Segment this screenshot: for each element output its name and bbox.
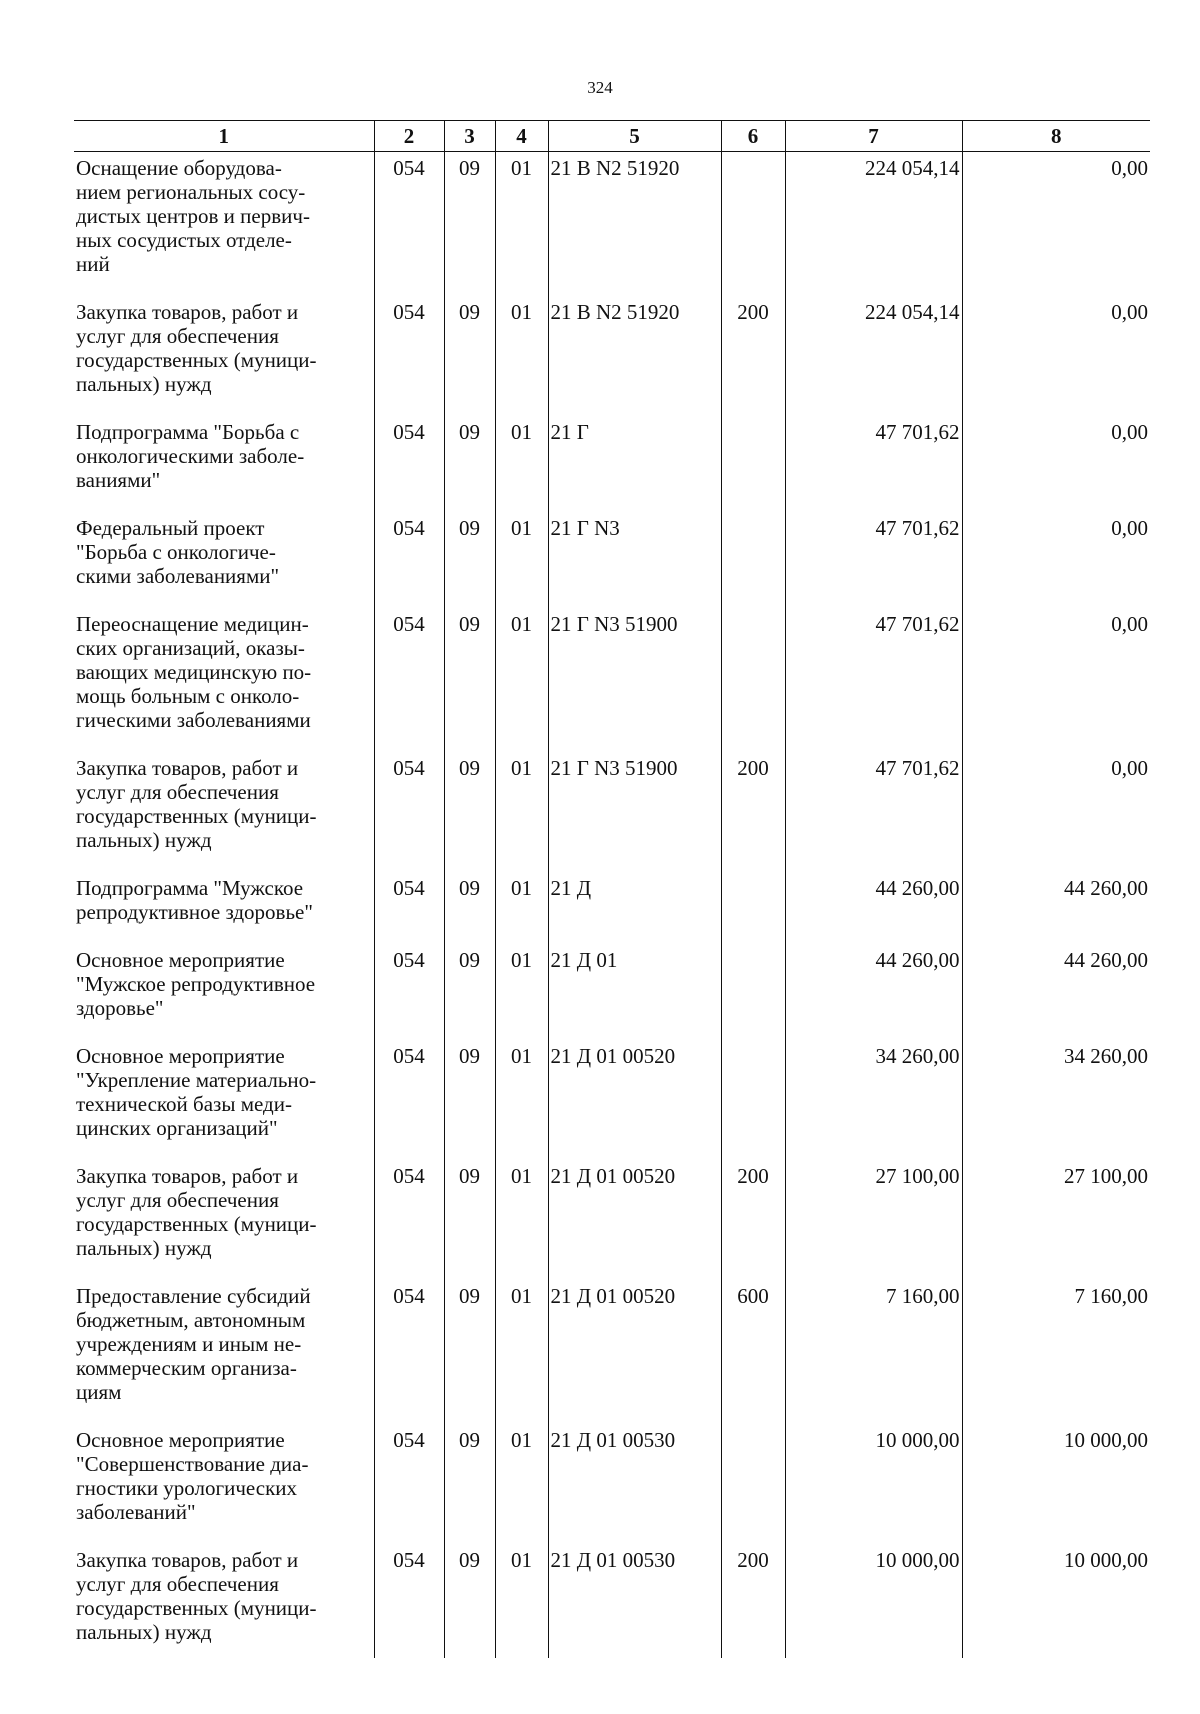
- table-row: [74, 752, 1150, 872]
- header-row: [74, 121, 1150, 152]
- row-code-3-cell: 09: [444, 152, 495, 297]
- row-code-6-cell: [721, 512, 785, 608]
- row-amount-8-cell: 10 000,00: [962, 1424, 1150, 1544]
- table-row: [74, 944, 1150, 1040]
- row-code-6-cell: 600: [721, 1280, 785, 1424]
- row-code-5-cell: 21 Д 01 00530: [548, 1544, 721, 1658]
- row-code-2-cell: 054: [374, 872, 444, 944]
- row-amount-7-cell: 44 260,00: [785, 872, 962, 944]
- row-code-3-cell: 09: [444, 1280, 495, 1424]
- row-code-3-cell: 09: [444, 512, 495, 608]
- column-header-7: 7: [785, 121, 962, 152]
- row-code-2-cell: 054: [374, 608, 444, 752]
- row-code-5-cell: 21 Г N3 51900: [548, 608, 721, 752]
- column-header-3: 3: [444, 121, 495, 152]
- column-header-6: 6: [721, 121, 785, 152]
- row-code-3-cell: 09: [444, 944, 495, 1040]
- table-row: [74, 872, 1150, 944]
- row-name-cell: Закупка товаров, работ и услуг для обеспечения государственных (муници- пальных) нужд: [76, 1164, 317, 1260]
- row-code-5-cell: 21 Д 01 00520: [548, 1280, 721, 1424]
- row-name-cell: Предоставление субсидий бюджетным, автономным учреждениям и иным не- коммерческим организа- циям: [76, 1284, 311, 1404]
- row-name-cell: Оснащение оборудова- нием региональных сосу- дистых центров и первич- ных сосудистых отделе- ний: [76, 156, 310, 276]
- row-name-cell: Основное мероприятие "Совершенствование диа- гностики урологических заболеваний": [76, 1428, 309, 1524]
- row-code-3-cell: 09: [444, 1040, 495, 1160]
- row-code-6-cell: 200: [721, 1160, 785, 1280]
- row-code-2-cell: 054: [374, 1040, 444, 1160]
- row-name-cell: Основное мероприятие "Укрепление материально- технической базы меди- цинских организаций": [76, 1044, 317, 1140]
- row-amount-8-cell: 0,00: [962, 152, 1150, 297]
- row-code-2-cell: 054: [374, 944, 444, 1040]
- row-code-5-cell: 21 Д 01: [548, 944, 721, 1040]
- row-code-5-cell: 21 Д 01 00520: [548, 1160, 721, 1280]
- row-amount-8-cell: 10 000,00: [962, 1544, 1150, 1658]
- row-code-4-cell: 01: [495, 1280, 548, 1424]
- row-name-cell: Подпрограмма "Борьба с онкологическими заболе- ваниями": [76, 420, 305, 492]
- row-code-5-cell: 21 В N2 51920: [548, 296, 721, 416]
- row-code-4-cell: 01: [495, 1160, 548, 1280]
- row-code-2-cell: 054: [374, 512, 444, 608]
- table-row: [74, 512, 1150, 608]
- row-code-6-cell: [721, 944, 785, 1040]
- row-code-5-cell: 21 Г N3: [548, 512, 721, 608]
- table-row: [74, 296, 1150, 416]
- row-code-5-cell: 21 Д 01 00520: [548, 1040, 721, 1160]
- row-amount-7-cell: 47 701,62: [785, 512, 962, 608]
- row-name-cell: Федеральный проект "Борьба с онкологиче- скими заболеваниями": [76, 516, 280, 588]
- row-code-2-cell: 054: [374, 1424, 444, 1544]
- row-amount-7-cell: 47 701,62: [785, 608, 962, 752]
- column-header-4: 4: [495, 121, 548, 152]
- row-amount-7-cell: 47 701,62: [785, 752, 962, 872]
- row-code-4-cell: 01: [495, 944, 548, 1040]
- row-code-4-cell: 01: [495, 512, 548, 608]
- row-name-cell: Закупка товаров, работ и услуг для обеспечения государственных (муници- пальных) нужд: [76, 1548, 317, 1644]
- row-code-5-cell: 21 Г N3 51900: [548, 752, 721, 872]
- row-amount-8-cell: 0,00: [962, 296, 1150, 416]
- row-code-2-cell: 054: [374, 752, 444, 872]
- row-code-4-cell: 01: [495, 1424, 548, 1544]
- row-amount-8-cell: 0,00: [962, 416, 1150, 512]
- row-code-3-cell: 09: [444, 296, 495, 416]
- row-code-6-cell: 200: [721, 752, 785, 872]
- row-code-5-cell: 21 Д 01 00530: [548, 1424, 721, 1544]
- row-amount-7-cell: 7 160,00: [785, 1280, 962, 1424]
- row-amount-7-cell: 47 701,62: [785, 416, 962, 512]
- column-header-8: 8: [962, 121, 1150, 152]
- budget-table: [74, 120, 1150, 1658]
- table-row: [74, 1280, 1150, 1424]
- row-code-3-cell: 09: [444, 752, 495, 872]
- row-code-6-cell: 200: [721, 1544, 785, 1658]
- row-amount-8-cell: 0,00: [962, 608, 1150, 752]
- row-code-2-cell: 054: [374, 416, 444, 512]
- row-amount-7-cell: 10 000,00: [785, 1424, 962, 1544]
- row-code-2-cell: 054: [374, 296, 444, 416]
- row-amount-7-cell: 34 260,00: [785, 1040, 962, 1160]
- row-amount-8-cell: 0,00: [962, 512, 1150, 608]
- row-code-4-cell: 01: [495, 608, 548, 752]
- table-header: [74, 121, 1150, 152]
- row-code-4-cell: 01: [495, 416, 548, 512]
- row-code-4-cell: 01: [495, 1040, 548, 1160]
- row-amount-7-cell: 10 000,00: [785, 1544, 962, 1658]
- row-name-cell: Закупка товаров, работ и услуг для обеспечения государственных (муници- пальных) нужд: [76, 756, 317, 852]
- row-amount-8-cell: 44 260,00: [962, 872, 1150, 944]
- row-amount-8-cell: 27 100,00: [962, 1160, 1150, 1280]
- row-code-3-cell: 09: [444, 1544, 495, 1658]
- row-amount-7-cell: 44 260,00: [785, 944, 962, 1040]
- row-name-cell: Переоснащение медицин- ских организаций, оказы- вающих медицинскую по- мощь больным с онколо- гическими заболеваниями: [76, 612, 312, 732]
- row-amount-8-cell: 7 160,00: [962, 1280, 1150, 1424]
- row-code-4-cell: 01: [495, 1544, 548, 1658]
- table-row: [74, 1040, 1150, 1160]
- row-amount-8-cell: 34 260,00: [962, 1040, 1150, 1160]
- row-amount-8-cell: 0,00: [962, 752, 1150, 872]
- row-name-cell: Основное мероприятие "Мужское репродуктивное здоровье": [76, 948, 316, 1020]
- table-row: [74, 152, 1150, 297]
- row-amount-7-cell: 224 054,14: [785, 296, 962, 416]
- row-code-6-cell: [721, 416, 785, 512]
- row-name-cell: Закупка товаров, работ и услуг для обеспечения государственных (муници- пальных) нужд: [76, 300, 317, 396]
- page-number: 324: [587, 78, 613, 97]
- row-code-2-cell: 054: [374, 1544, 444, 1658]
- row-code-3-cell: 09: [444, 872, 495, 944]
- row-code-5-cell: 21 Г: [548, 416, 721, 512]
- row-code-4-cell: 01: [495, 872, 548, 944]
- column-header-1: 1: [74, 121, 374, 152]
- row-code-6-cell: [721, 608, 785, 752]
- row-code-4-cell: 01: [495, 752, 548, 872]
- row-code-6-cell: [721, 152, 785, 297]
- column-header-2: 2: [374, 121, 444, 152]
- row-amount-7-cell: 27 100,00: [785, 1160, 962, 1280]
- table-row: [74, 1160, 1150, 1280]
- column-header-5: 5: [548, 121, 721, 152]
- table-row: [74, 416, 1150, 512]
- row-code-6-cell: [721, 1424, 785, 1544]
- table-row: [74, 1544, 1150, 1658]
- row-code-3-cell: 09: [444, 1160, 495, 1280]
- row-code-3-cell: 09: [444, 608, 495, 752]
- row-code-6-cell: [721, 1040, 785, 1160]
- row-amount-7-cell: 224 054,14: [785, 152, 962, 297]
- row-code-6-cell: [721, 872, 785, 944]
- table-row: [74, 608, 1150, 752]
- row-code-4-cell: 01: [495, 296, 548, 416]
- row-name-cell: Подпрограмма "Мужское репродуктивное здоровье": [76, 876, 313, 924]
- row-code-3-cell: 09: [444, 416, 495, 512]
- row-code-2-cell: 054: [374, 152, 444, 297]
- table-body: [74, 152, 1150, 1659]
- row-code-6-cell: 200: [721, 296, 785, 416]
- row-code-3-cell: 09: [444, 1424, 495, 1544]
- row-code-2-cell: 054: [374, 1280, 444, 1424]
- row-code-4-cell: 01: [495, 152, 548, 297]
- row-code-5-cell: 21 В N2 51920: [548, 152, 721, 297]
- row-code-2-cell: 054: [374, 1160, 444, 1280]
- row-code-5-cell: 21 Д: [548, 872, 721, 944]
- table-row: [74, 1424, 1150, 1544]
- row-amount-8-cell: 44 260,00: [962, 944, 1150, 1040]
